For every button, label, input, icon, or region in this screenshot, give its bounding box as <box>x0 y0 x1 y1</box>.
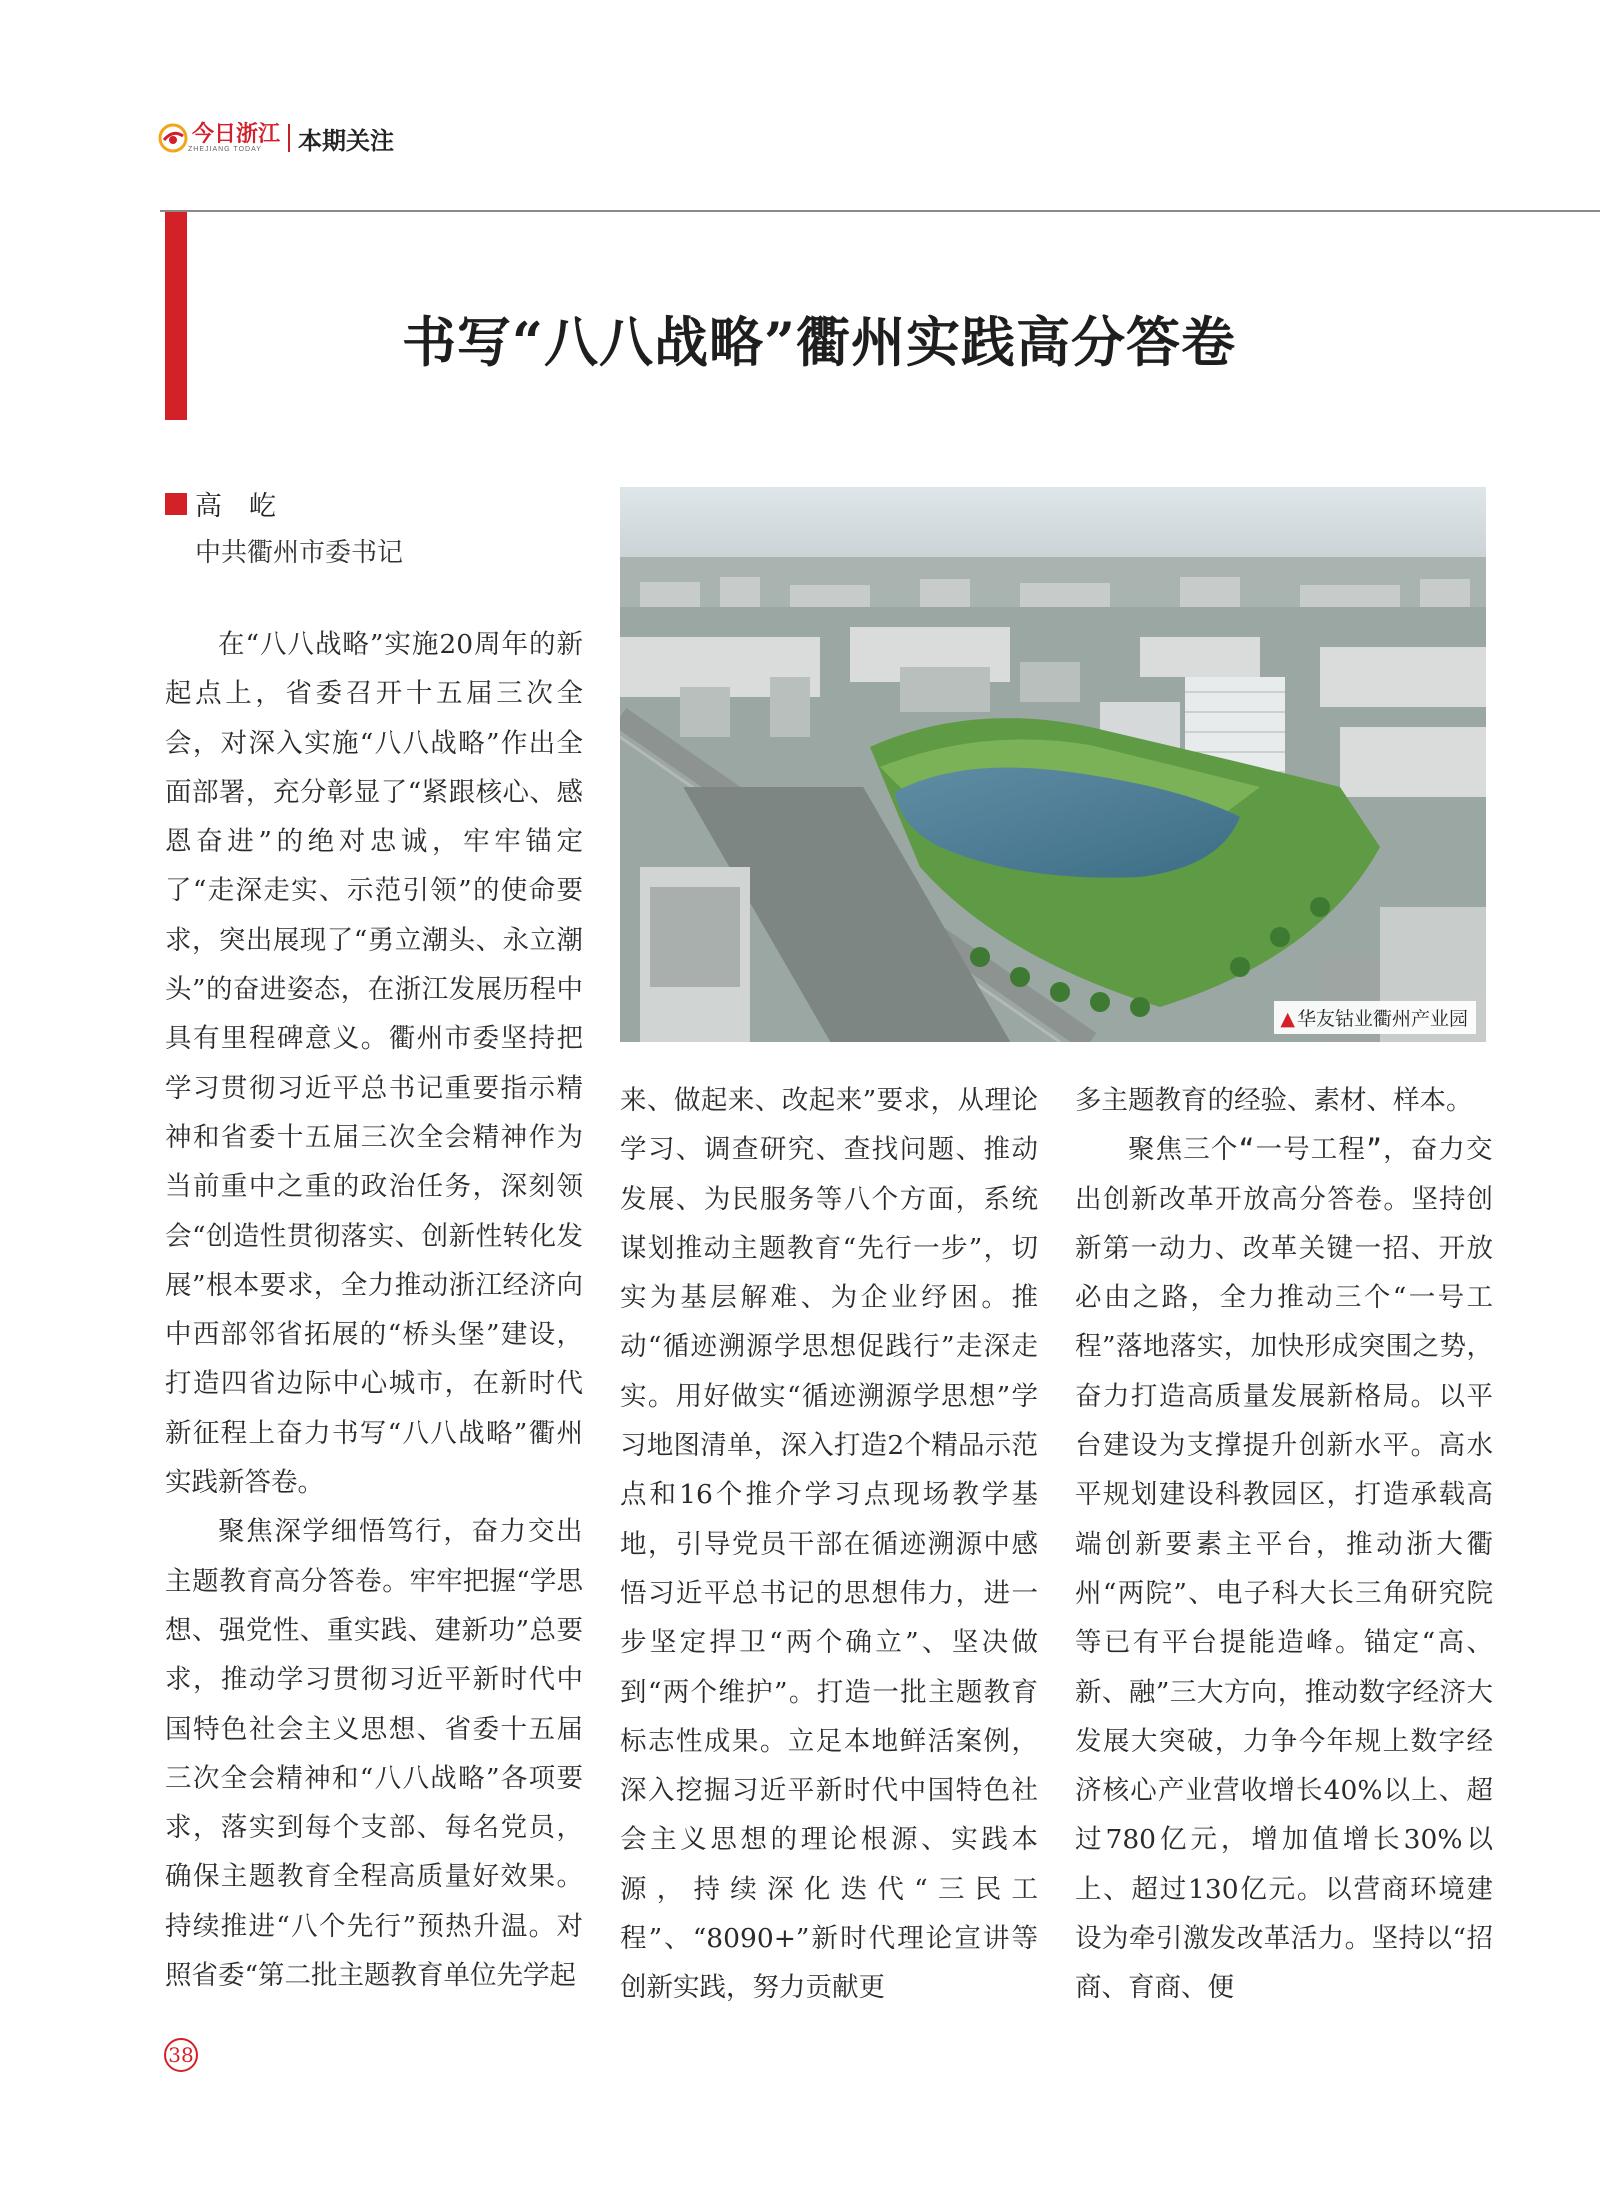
author-line <box>165 484 276 523</box>
masthead <box>158 118 394 158</box>
paragraph-body: 牢牢把握“学思想、强党性、重实践、建新功”总要求，推动学习贯彻习近平新时代中国特色社会主义思想、省委十五届三次全会精神和“八八战略”各项要求，落实到每个支部、每名党员，确保主题教育全程高质量好效果。持续推进“八个先行”预热升温。对照省委“第二批主题教育单位先学起 <box>165 1565 583 1992</box>
author-role: 中共衢州市委书记 <box>195 538 404 568</box>
caption-triangle-icon: ▲ <box>1280 1008 1295 1030</box>
logo-subtitle: ZHEJIANG TODAY <box>188 146 262 153</box>
author-marker-icon <box>165 493 187 515</box>
paragraph: 来、做起来、改起来”要求，从理论学习、调查研究、查找问题、推动发展、为民服务等八个方面，系统谋划推动主题教育“先行一步”，切实为基层解难、为企业纾困。推动“循迹溯源学思想促践行”走深走实。用好做实“循迹溯源学思想”学习地图清单，深入打造2个精品示范点和16个推介学习点现场教学基地，引导党员干部在循迹溯源中感悟习近平总书记的思想伟力，进一步坚定捍卫“两个确立”、坚决做到“两个维护”。打造一批主题教育标志性成果。立足本地鲜活案例，深入挖掘习近平新时代中国特色社会主义思想的理论根源、实践本源，持续深化迭代“三民工程”、“8090+”新时代理论宣讲等创新实践，努力贡献更 <box>620 1085 1038 2004</box>
logo-text: 今日浙江 <box>192 121 281 147</box>
paragraph-lead: 聚焦深学细悟笃行，奋力交出主题教育高分答卷。 <box>165 1516 583 1597</box>
paragraph <box>165 1507 583 2000</box>
paragraph <box>1075 1125 1493 2012</box>
logo-icon <box>158 123 188 153</box>
header-divider <box>288 124 290 152</box>
paragraph-lead: 聚焦三个“一号工程”，奋力交出创新改革开放高分答卷。 <box>1075 1134 1493 1215</box>
caption-text: 华友钴业衢州产业园 <box>1296 1008 1468 1030</box>
logo <box>188 123 280 153</box>
page-number: 38 <box>164 2038 198 2072</box>
title-accent-bar <box>165 212 187 420</box>
article-column-1 <box>165 620 583 2000</box>
paragraph: 在“八八战略”实施20周年的新起点上，省委召开十五届三次全会，对深入实施“八八战略”作出全面部署，充分彰显了“紧跟核心、感恩奋进”的绝对忠诚，牢牢锚定了“走深走实、示范引领”的使命要求，突出展现了“勇立潮头、永立潮头”的奋进姿态，在浙江发展历程中具有里程碑意义。衢州市委坚持把学习贯彻习近平总书记重要指示精神和省委十五届三次全会精神作为当前重中之重的政治任务，深刻领会“创造性贯彻落实、创新性转化发展”根本要求，全力推动浙江经济向中西部邻省拓展的“桥头堡”建设，打造四省边际中心城市，在新时代新征程上奋力书写“八八战略”衢州实践新答卷。 <box>165 629 583 1499</box>
photo-caption <box>1274 1001 1476 1034</box>
article-photo <box>620 487 1486 1042</box>
paragraph: 多主题教育的经验、素材、样本。 <box>1075 1085 1473 1116</box>
author-name: 高 屹 <box>195 491 276 522</box>
paragraph-body: 坚持创新第一动力、改革关键一招、开放必由之路，全力推动三个“一号工程”落地落实，加快形成突围之势，奋力打造高质量发展新格局。以平台建设为支撑提升创新水平。高水平规划建设科教园区，打造承载高端创新要素主平台，推动浙大衢州“两院”、电子科大长三角研究院等已有平台提能造峰。锚定“高、新、融”三大方向，推动数字经济大发展大突破，力争今年规上数字经济核心产业营收增长40%以上、超过780亿元，增加值增长30%以上、超过130亿元。以营商环境建设为牵引激发改革活力。坚持以“招商、育商、便 <box>1075 1183 1494 2004</box>
industrial-park-aerial-photo <box>620 487 1486 1042</box>
article-title: 书写“八八战略”衢州实践高分答卷 <box>401 310 1237 374</box>
article-column-3 <box>1075 1076 1493 2013</box>
article-column-2 <box>620 1076 1038 2013</box>
section-name: 本期关注 <box>298 126 395 155</box>
top-rule <box>160 210 1600 212</box>
